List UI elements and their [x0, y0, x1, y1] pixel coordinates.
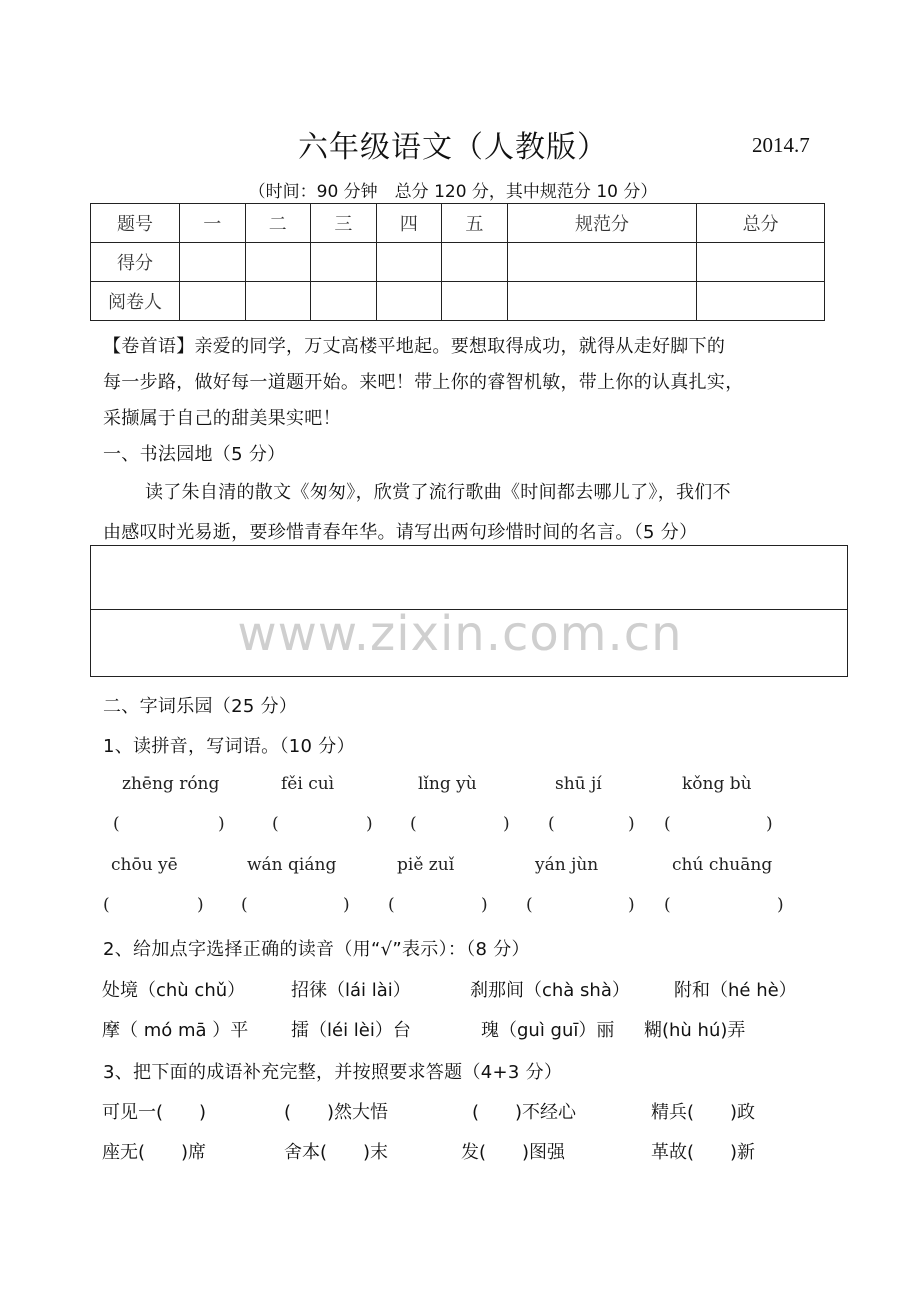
score-cell[interactable] — [245, 243, 311, 282]
q3-idiom: ( )不经心 — [472, 1102, 577, 1123]
pinyin: fěi cuì — [281, 774, 335, 794]
score-cell[interactable] — [311, 243, 377, 282]
answer-box-1[interactable] — [90, 545, 848, 610]
pinyin: chōu yē — [111, 855, 178, 875]
blank-open: ( — [113, 814, 120, 834]
q2-title: 2、给加点字选择正确的读音（用“√”表示）：（8 分） — [103, 939, 530, 960]
watermark: www.zixin.com.cn — [237, 606, 683, 662]
exam-subtitle: （时间：90 分钟 总分 120 分，其中规范分 10 分） — [248, 182, 658, 202]
blank-close: ) — [366, 814, 373, 834]
score-table-header: 一 — [180, 204, 246, 243]
section1-heading: 一、书法园地（5 分） — [103, 444, 286, 465]
score-cell[interactable] — [442, 243, 508, 282]
grader-row-label: 阅卷人 — [91, 282, 180, 321]
blank-open: ( — [548, 814, 555, 834]
q3-idiom: 座无( )席 — [102, 1142, 207, 1163]
grader-row — [91, 282, 825, 321]
blank-close: ) — [628, 895, 635, 915]
q2-item: 附和（hé hè） — [674, 980, 797, 1001]
score-table-header: 规范分 — [507, 204, 697, 243]
q2-item: 处境（chù chǔ） — [102, 980, 246, 1001]
q3-idiom: 可见一( ) — [102, 1102, 207, 1123]
q3-idiom: ( )然大悟 — [284, 1102, 389, 1123]
pinyin: piě zuǐ — [397, 855, 455, 875]
grader-cell[interactable] — [180, 282, 246, 321]
q2-item: 招徕（lái lài） — [291, 980, 411, 1001]
blank-close: ) — [503, 814, 510, 834]
pinyin: wán qiáng — [247, 855, 337, 875]
grader-cell[interactable] — [697, 282, 825, 321]
q2-item: 糊(hù hú)弄 — [644, 1020, 746, 1041]
score-row-label: 得分 — [91, 243, 180, 282]
blank-open: ( — [272, 814, 279, 834]
blank-close: ) — [481, 895, 488, 915]
pinyin: yán jùn — [535, 855, 599, 875]
score-table — [90, 203, 825, 321]
section2-heading: 二、字词乐园（25 分） — [103, 696, 298, 717]
q2-item: 擂（léi lèi）台 — [291, 1020, 411, 1041]
pinyin: shū jí — [555, 774, 602, 794]
blank-open: ( — [410, 814, 417, 834]
pinyin: chú chuāng — [672, 855, 773, 875]
q3-idiom: 革故( )新 — [651, 1142, 756, 1163]
score-table-header: 题号 — [91, 204, 180, 243]
score-table-header: 总分 — [697, 204, 825, 243]
blank-close: ) — [218, 814, 225, 834]
intro-line: 【卷首语】亲爱的同学，万丈高楼平地起。要想取得成功，就得从走好脚下的 — [103, 336, 726, 357]
q3-idiom: 舍本( )末 — [284, 1142, 389, 1163]
q3-idiom: 精兵( )政 — [651, 1102, 756, 1123]
blank-open: ( — [388, 895, 395, 915]
blank-open: ( — [241, 895, 248, 915]
q3-idiom: 发( )图强 — [461, 1142, 566, 1163]
pinyin: kǒng bù — [682, 774, 752, 794]
pinyin: lǐng yù — [418, 774, 477, 794]
score-row — [91, 243, 825, 282]
score-cell[interactable] — [180, 243, 246, 282]
q2-item: 摩（ mó mā ）平 — [102, 1020, 249, 1041]
score-table-header: 二 — [245, 204, 311, 243]
grader-cell[interactable] — [442, 282, 508, 321]
score-table-header: 五 — [442, 204, 508, 243]
blank-open: ( — [526, 895, 533, 915]
blank-open: ( — [103, 895, 110, 915]
section1-prompt-line: 读了朱自清的散文《匆匆》，欣赏了流行歌曲《时间都去哪儿了》，我们不 — [145, 482, 731, 503]
exam-title: 六年级语文（人教版） — [298, 130, 608, 165]
intro-line: 采撷属于自己的甜美果实吧！ — [103, 408, 341, 429]
blank-close: ) — [628, 814, 635, 834]
grader-cell[interactable] — [311, 282, 377, 321]
grader-cell[interactable] — [376, 282, 442, 321]
score-table-header-row — [91, 204, 825, 243]
q1-title: 1、读拼音，写词语。（10 分） — [103, 736, 355, 757]
grader-cell[interactable] — [245, 282, 311, 321]
score-table-header: 四 — [376, 204, 442, 243]
q2-item: 刹那间（chà shà） — [470, 980, 630, 1001]
exam-date: 2014.7 — [752, 133, 810, 157]
score-table-header: 三 — [311, 204, 377, 243]
q2-item: 瑰（guì guī）丽 — [481, 1020, 615, 1041]
pinyin: zhēng róng — [122, 774, 220, 794]
grader-cell[interactable] — [507, 282, 697, 321]
blank-open: ( — [664, 814, 671, 834]
blank-close: ) — [197, 895, 204, 915]
section1-prompt-line: 由感叹时光易逝，要珍惜青春年华。请写出两句珍惜时间的名言。（5 分） — [103, 522, 698, 543]
score-cell[interactable] — [376, 243, 442, 282]
blank-close: ) — [777, 895, 784, 915]
score-cell[interactable] — [697, 243, 825, 282]
blank-open: ( — [664, 895, 671, 915]
score-cell[interactable] — [507, 243, 697, 282]
blank-close: ) — [766, 814, 773, 834]
intro-line: 每一步路，做好每一道题开始。来吧！带上你的睿智机敏，带上你的认真扎实， — [103, 372, 744, 393]
q3-title: 3、把下面的成语补充完整，并按照要求答题（4+3 分） — [103, 1062, 563, 1083]
blank-close: ) — [343, 895, 350, 915]
